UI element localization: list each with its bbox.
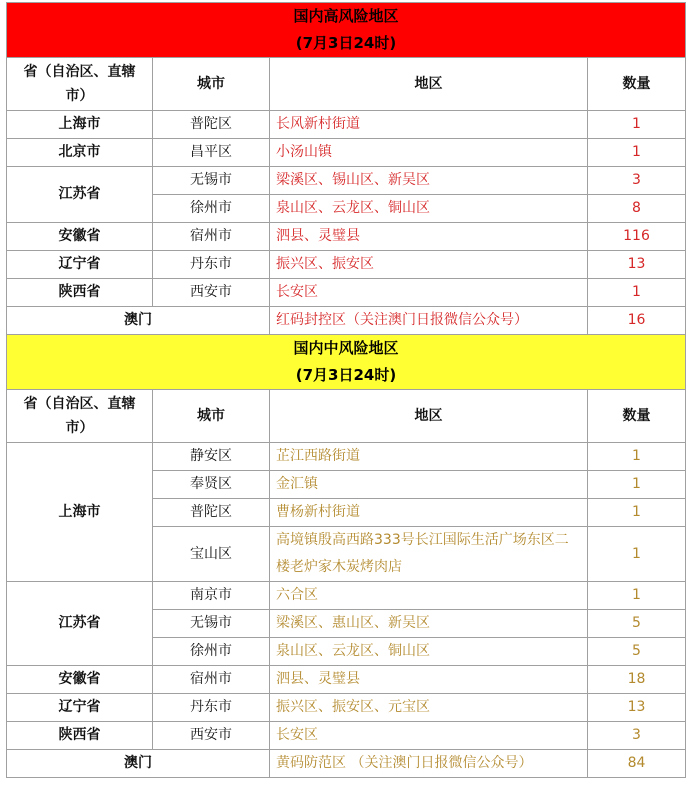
city-cell: 徐州市 (153, 638, 270, 666)
count-cell: 5 (588, 638, 686, 666)
count-cell: 16 (588, 307, 686, 335)
city-cell: 宿州市 (153, 223, 270, 251)
city-cell: 普陀区 (153, 499, 270, 527)
area-cell: 泉山区、云龙区、铜山区 (270, 195, 588, 223)
medium-risk-header-row (7, 390, 686, 443)
area-cell: 泉山区、云龙区、铜山区 (270, 638, 588, 666)
header-city: 城市 (153, 58, 270, 111)
city-cell: 静安区 (153, 443, 270, 471)
count-cell: 5 (588, 610, 686, 638)
city-cell: 奉贤区 (153, 471, 270, 499)
province-cell: 安徽省 (7, 223, 153, 251)
province-cell: 澳门 (7, 750, 270, 778)
city-cell: 普陀区 (153, 111, 270, 139)
table-row (7, 722, 686, 750)
province-cell: 辽宁省 (7, 251, 153, 279)
area-cell: 泗县、灵璧县 (270, 666, 588, 694)
count-cell: 18 (588, 666, 686, 694)
city-cell: 无锡市 (153, 610, 270, 638)
high-risk-title (7, 3, 686, 58)
high-risk-date: (7月3日24时) (295, 34, 397, 52)
header-city: 城市 (153, 390, 270, 443)
area-cell: 金汇镇 (270, 471, 588, 499)
area-cell: 泗县、灵璧县 (270, 223, 588, 251)
table-row (7, 139, 686, 167)
province-cell: 陕西省 (7, 279, 153, 307)
province-cell: 安徽省 (7, 666, 153, 694)
table-row (7, 251, 686, 279)
high-risk-title-text: 国内高风险地区 (293, 7, 399, 25)
table-row (7, 167, 686, 195)
header-province: 省（自治区、直辖市） (7, 58, 153, 111)
count-cell: 1 (588, 279, 686, 307)
table-row (7, 666, 686, 694)
table-row (7, 750, 686, 778)
city-cell: 西安市 (153, 722, 270, 750)
count-cell: 3 (588, 722, 686, 750)
table-row (7, 279, 686, 307)
area-cell: 长安区 (270, 722, 588, 750)
city-cell: 昌平区 (153, 139, 270, 167)
area-cell: 梁溪区、锡山区、新吴区 (270, 167, 588, 195)
province-cell: 辽宁省 (7, 694, 153, 722)
city-cell: 徐州市 (153, 195, 270, 223)
table-row (7, 307, 686, 335)
city-cell: 南京市 (153, 582, 270, 610)
header-area: 地区 (270, 58, 588, 111)
province-cell: 上海市 (7, 443, 153, 582)
header-area: 地区 (270, 390, 588, 443)
area-cell: 长安区 (270, 279, 588, 307)
city-cell: 宿州市 (153, 666, 270, 694)
medium-risk-title-text: 国内中风险地区 (293, 339, 399, 357)
city-cell: 西安市 (153, 279, 270, 307)
province-cell: 江苏省 (7, 582, 153, 666)
area-cell: 梁溪区、惠山区、新吴区 (270, 610, 588, 638)
table-row (7, 582, 686, 610)
table-row (7, 694, 686, 722)
area-cell: 振兴区、振安区 (270, 251, 588, 279)
city-cell: 宝山区 (153, 527, 270, 582)
province-cell: 澳门 (7, 307, 270, 335)
table-row (7, 223, 686, 251)
city-cell: 丹东市 (153, 694, 270, 722)
province-cell: 上海市 (7, 111, 153, 139)
count-cell: 1 (588, 499, 686, 527)
table-row (7, 443, 686, 471)
area-cell: 小汤山镇 (270, 139, 588, 167)
count-cell: 1 (588, 443, 686, 471)
area-cell: 芷江西路街道 (270, 443, 588, 471)
count-cell: 116 (588, 223, 686, 251)
area-cell: 黄码防范区 （关注澳门日报微信公众号） (270, 750, 588, 778)
city-cell: 丹东市 (153, 251, 270, 279)
area-cell: 长风新村街道 (270, 111, 588, 139)
count-cell: 1 (588, 582, 686, 610)
city-cell: 无锡市 (153, 167, 270, 195)
area-cell: 红码封控区（关注澳门日报微信公众号） (270, 307, 588, 335)
risk-table (6, 2, 686, 778)
risk-areas-document (6, 2, 685, 778)
table-row (7, 111, 686, 139)
count-cell: 1 (588, 111, 686, 139)
area-cell: 振兴区、振安区、元宝区 (270, 694, 588, 722)
medium-risk-date: (7月3日24时) (295, 366, 397, 384)
header-count: 数量 (588, 58, 686, 111)
count-cell: 1 (588, 139, 686, 167)
area-cell: 六合区 (270, 582, 588, 610)
medium-risk-title (7, 335, 686, 390)
area-cell: 曹杨新村街道 (270, 499, 588, 527)
province-cell: 陕西省 (7, 722, 153, 750)
count-cell: 84 (588, 750, 686, 778)
header-count: 数量 (588, 390, 686, 443)
high-risk-header-row (7, 58, 686, 111)
count-cell: 1 (588, 527, 686, 582)
medium-risk-title-row (7, 335, 686, 390)
province-cell: 江苏省 (7, 167, 153, 223)
header-province: 省（自治区、直辖市） (7, 390, 153, 443)
high-risk-title-row (7, 3, 686, 58)
province-cell: 北京市 (7, 139, 153, 167)
count-cell: 3 (588, 167, 686, 195)
count-cell: 13 (588, 251, 686, 279)
count-cell: 13 (588, 694, 686, 722)
area-cell: 高境镇殷高西路333号长江国际生活广场东区二楼老炉家木炭烤肉店 (270, 527, 588, 582)
count-cell: 8 (588, 195, 686, 223)
count-cell: 1 (588, 471, 686, 499)
